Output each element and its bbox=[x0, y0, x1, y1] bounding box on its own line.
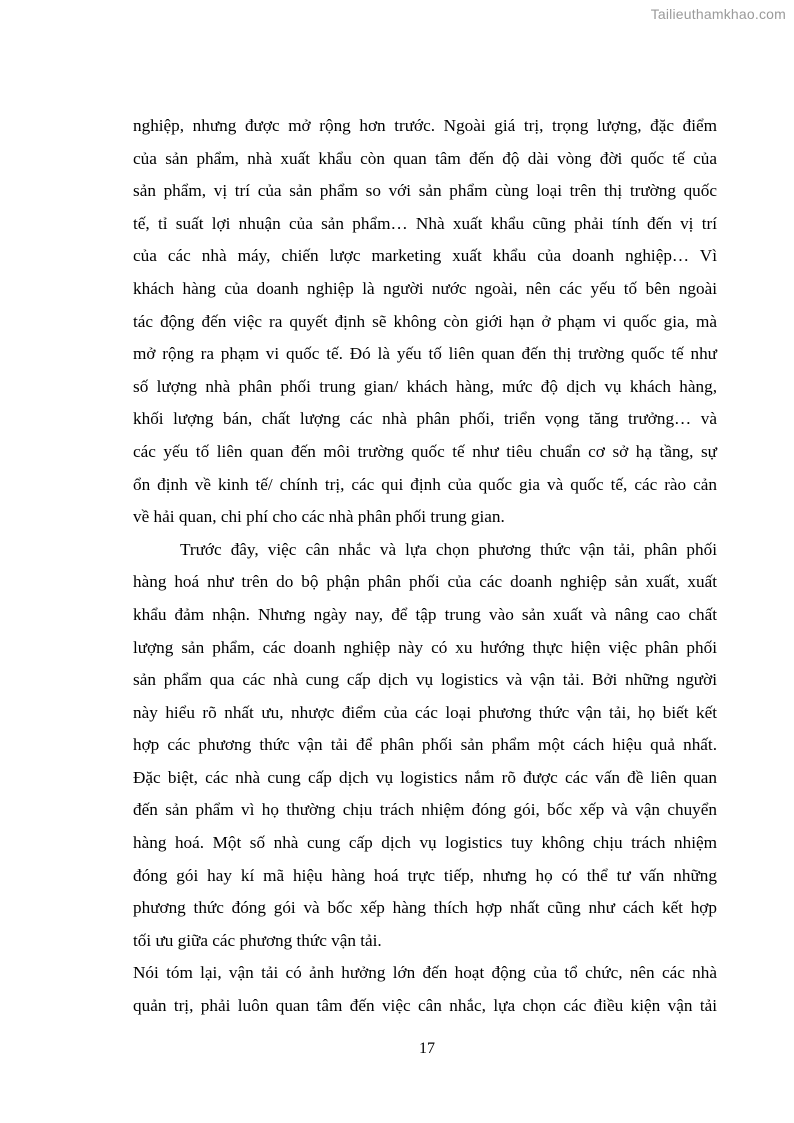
text-line: khối lượng bán, chất lượng các nhà phân phối, triển vọng tăng trưởng… và bbox=[133, 409, 717, 429]
text-line: của các nhà máy, chiến lược marketing xuất khẩu của doanh nghiệp… Vì bbox=[133, 246, 717, 266]
text-line: tác động đến việc ra quyết định sẽ không còn giới hạn ở phạm vi quốc gia, mà bbox=[133, 311, 717, 331]
text-line: sản phẩm qua các nhà cung cấp dịch vụ logistics và vận tải. Bởi những người bbox=[133, 670, 717, 690]
text-line: đến sản phẩm vì họ thường chịu trách nhiệm đóng gói, bốc xếp và vận chuyển bbox=[133, 800, 717, 820]
text-line: tế, tỉ suất lợi nhuận của sản phẩm… Nhà xuất khẩu cũng phải tính đến vị trí bbox=[133, 213, 717, 233]
text-line: của sản phẩm, nhà xuất khẩu còn quan tâm đến độ dài vòng đời quốc tế của bbox=[133, 148, 717, 168]
text-line: hàng hoá như trên do bộ phận phân phối của các doanh nghiệp sản xuất, xuất bbox=[133, 572, 717, 592]
text-line: này hiểu rõ nhất ưu, nhược điểm của các loại phương thức vận tải, họ biết kết bbox=[133, 702, 717, 722]
watermark-text: Tailieuthamkhao.com bbox=[650, 6, 786, 22]
paragraph bbox=[133, 110, 717, 534]
text-line: Nói tóm lại, vận tải có ảnh hưởng lớn đến hoạt động của tổ chức, nên các nhà bbox=[133, 963, 717, 983]
text-line: các yếu tố liên quan đến môi trường quốc tế như tiêu chuẩn cơ sở hạ tầng, sự bbox=[133, 441, 717, 461]
text-line: nghiệp, nhưng được mở rộng hơn trước. Ngoài giá trị, trọng lượng, đặc điểm bbox=[133, 116, 717, 135]
text-line: tối ưu giữa các phương thức vận tải. bbox=[133, 930, 382, 950]
page-number: 17 bbox=[419, 1040, 435, 1057]
text-line: Trước đây, việc cân nhắc và lựa chọn phương thức vận tải, phân phối bbox=[180, 539, 717, 559]
text-line: phương thức đóng gói và bốc xếp hàng thích hợp nhất cũng như cách kết hợp bbox=[133, 898, 717, 918]
paragraph bbox=[133, 534, 717, 958]
text-line: về hải quan, chi phí cho các nhà phân phối trung gian. bbox=[133, 507, 505, 527]
text-line: mở rộng ra phạm vi quốc tế. Đó là yếu tố liên quan đến thị trường quốc tế như bbox=[133, 344, 717, 364]
text-line: lượng sản phẩm, các doanh nghiệp này có xu hướng thực hiện việc phân phối bbox=[133, 637, 717, 657]
text-line: khách hàng của doanh nghiệp là người nước ngoài, nên các yếu tố bên ngoài bbox=[133, 278, 717, 298]
text-line: số lượng nhà phân phối trung gian/ khách hàng, mức độ dịch vụ khách hàng, bbox=[133, 376, 717, 396]
text-line: khẩu đảm nhận. Nhưng ngày nay, để tập trung vào sản xuất và nâng cao chất bbox=[133, 604, 717, 624]
paragraph bbox=[133, 957, 717, 1022]
text-line: sản phẩm, vị trí của sản phẩm so với sản phẩm cùng loại trên thị trường quốc bbox=[133, 181, 717, 201]
text-line: ổn định về kinh tế/ chính trị, các qui định của quốc gia và quốc tế, các rào cản bbox=[133, 474, 717, 494]
page-body bbox=[133, 110, 717, 1023]
text-line: đóng gói hay kí mã hiệu hàng hoá trực tiếp, nhưng họ có thể tư vấn những bbox=[133, 865, 717, 885]
text-line: quản trị, phải luôn quan tâm đến việc cân nhắc, lựa chọn các điều kiện vận tải bbox=[133, 996, 717, 1016]
text-line: Đặc biệt, các nhà cung cấp dịch vụ logistics nắm rõ được các vấn đề liên quan bbox=[133, 767, 717, 787]
text-line: hàng hoá. Một số nhà cung cấp dịch vụ logistics tuy không chịu trách nhiệm bbox=[133, 833, 717, 853]
text-line: hợp các phương thức vận tải để phân phối sản phẩm một cách hiệu quả nhất. bbox=[133, 735, 717, 755]
